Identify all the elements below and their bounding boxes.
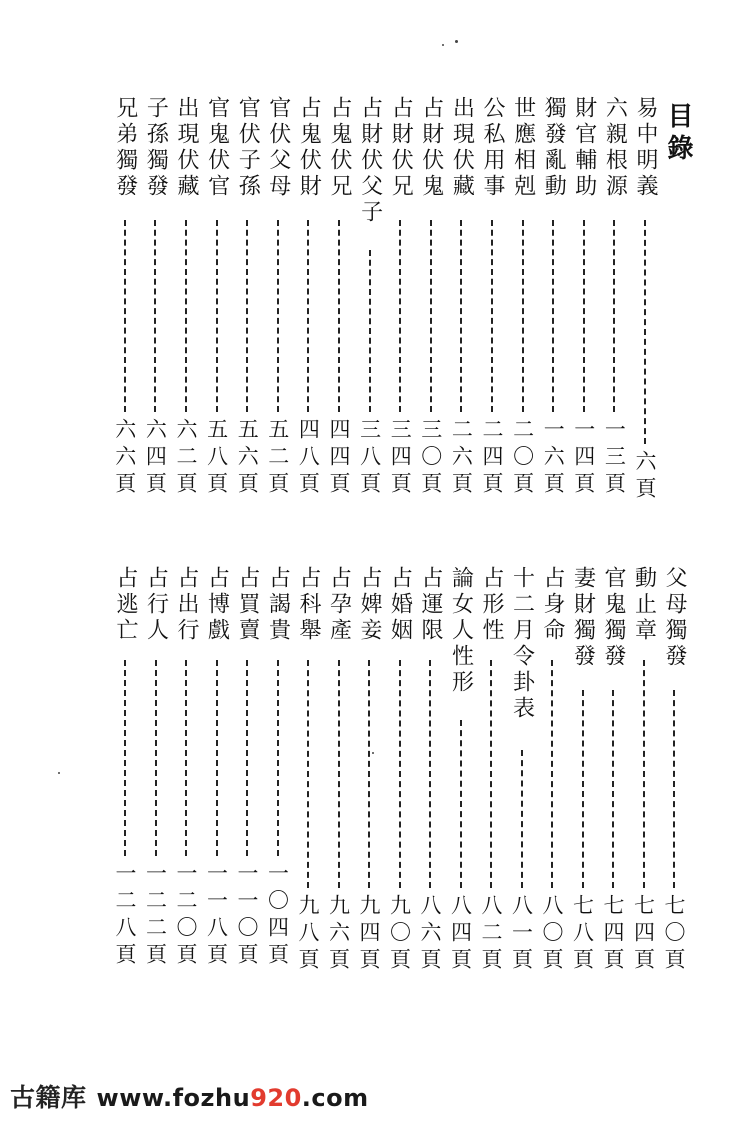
toc-entry-title: 占逃亡 — [113, 566, 138, 644]
toc-entry-leader — [155, 660, 157, 856]
toc-entry-page: 一二八頁 — [113, 862, 137, 970]
watermark-domain-suffix: .com — [301, 1084, 369, 1112]
toc-entry-leader — [185, 660, 187, 856]
toc-entry-page: 一六頁 — [541, 418, 566, 499]
toc-entry — [204, 566, 230, 990]
scan-speck — [442, 44, 444, 46]
toc-entry-page: 一〇四頁 — [265, 862, 290, 970]
toc-entry-page: 六頁 — [633, 450, 657, 504]
toc-entry-page: 六二頁 — [174, 418, 198, 499]
toc-entry-title: 官鬼獨發 — [601, 566, 626, 670]
site-watermark — [10, 1078, 369, 1114]
toc-entry-title: 官伏子孫 — [235, 96, 261, 200]
toc-entry-page: 一一〇頁 — [235, 862, 259, 970]
toc-entry-page: 三〇頁 — [418, 418, 443, 499]
toc-entry-title: 易中明義 — [633, 96, 658, 200]
toc-entry-title: 占孕產 — [326, 566, 352, 644]
toc-entry-title: 占鬼伏財 — [296, 96, 322, 200]
toc-entry-page: 五六頁 — [235, 418, 260, 499]
toc-entry — [112, 566, 138, 990]
toc-entry-title: 父母獨發 — [662, 566, 687, 670]
toc-entry — [448, 96, 474, 514]
toc-entry-leader — [551, 660, 553, 888]
toc-entry — [295, 566, 321, 990]
toc-entry — [600, 566, 626, 990]
toc-entry-page: 六四頁 — [143, 418, 168, 499]
toc-entry-leader — [490, 660, 492, 888]
toc-entry — [417, 566, 443, 990]
toc-entry-title: 占出行 — [174, 566, 199, 644]
toc-entry-page: 九八頁 — [296, 894, 320, 975]
toc-entry-page: 一四頁 — [571, 418, 596, 499]
toc-entry-title: 占謁貴 — [265, 566, 291, 644]
toc-entry-title: 出現伏藏 — [449, 96, 475, 200]
toc-entry — [265, 96, 291, 514]
toc-entry-title: 占科舉 — [296, 566, 321, 644]
scan-speck — [58, 772, 60, 774]
toc-entry-page: 九〇頁 — [387, 894, 412, 975]
toc-entry-page: 八六頁 — [418, 894, 442, 975]
toc-entry-title: 占財伏兄 — [388, 96, 414, 200]
toc-entry — [661, 566, 687, 990]
toc-entry-leader — [552, 220, 554, 412]
toc-entry-leader — [216, 220, 218, 412]
toc-entry-leader — [124, 220, 126, 412]
toc-entry-page: 一三頁 — [602, 418, 627, 499]
toc-entry — [173, 566, 199, 990]
toc-entry-title: 占行人 — [143, 566, 169, 644]
toc-entry-leader — [460, 720, 462, 888]
toc-heading: 目錄 — [663, 102, 693, 166]
toc-entry-leader — [338, 660, 340, 888]
toc-entry-page: 九四頁 — [357, 894, 381, 975]
toc-entry-page: 八一頁 — [509, 894, 534, 975]
toc-entry-page: 四八頁 — [296, 418, 321, 499]
toc-entry-leader — [216, 660, 218, 856]
toc-entry-title: 公私用事 — [480, 96, 505, 200]
toc-entry-title: 占博戲 — [204, 566, 230, 644]
toc-entry-leader — [399, 220, 401, 412]
toc-entry-title: 占身命 — [540, 566, 565, 644]
toc-entry-title: 出現伏藏 — [174, 96, 199, 200]
toc-entry-title: 世應相剋 — [510, 96, 536, 200]
toc-entry — [112, 96, 138, 514]
toc-entry-leader — [583, 220, 585, 412]
toc-entry-title: 占婚姻 — [387, 566, 413, 644]
toc-entry-title: 論女人性形 — [448, 566, 474, 696]
toc-entry — [570, 566, 596, 990]
toc-entry-leader — [522, 220, 524, 412]
toc-entry-title: 十二月令卦表 — [509, 566, 535, 722]
toc-entry — [418, 96, 444, 514]
toc-entry-leader — [368, 660, 370, 888]
toc-entry-title: 獨發亂動 — [541, 96, 567, 200]
toc-entry-leader — [429, 660, 431, 888]
watermark-domain-number: 920 — [250, 1084, 302, 1112]
toc-entry-leader — [338, 220, 340, 412]
scan-speck — [372, 752, 374, 754]
toc-entry — [509, 566, 535, 990]
toc-entry-leader — [521, 750, 523, 888]
toc-entry-page: 三八頁 — [357, 418, 382, 499]
toc-entry — [173, 96, 199, 514]
toc-entry-page: 二〇頁 — [510, 418, 535, 499]
toc-entry-page: 一二〇頁 — [174, 862, 198, 970]
toc-entry-title: 子孫獨發 — [143, 96, 169, 200]
toc-entry-page: 六六頁 — [112, 418, 137, 499]
toc-entry — [448, 566, 474, 990]
toc-entry-page: 八二頁 — [479, 894, 503, 975]
toc-entry-title: 占婢妾 — [357, 566, 382, 644]
toc-entry-page: 三四頁 — [388, 418, 413, 499]
toc-entry-leader — [430, 220, 432, 412]
toc-entry — [631, 566, 657, 990]
toc-entry — [387, 96, 413, 514]
watermark-brand: 古籍库 — [10, 1083, 87, 1112]
toc-entry-leader — [185, 220, 187, 412]
toc-entry-page: 七四頁 — [601, 894, 625, 975]
toc-entry-leader — [154, 220, 156, 412]
toc-entry-title: 占運限 — [418, 566, 443, 644]
toc-entry-title: 兄弟獨發 — [112, 96, 138, 200]
toc-entry-leader — [277, 660, 279, 856]
toc-entry-leader — [612, 690, 614, 888]
toc-entry-leader — [613, 220, 615, 412]
toc-entry-page: 七〇頁 — [662, 894, 686, 975]
toc-entry — [571, 96, 597, 514]
toc-entry — [478, 566, 504, 990]
toc-entry-title: 六親根源 — [602, 96, 628, 200]
toc-entry-page: 二六頁 — [449, 418, 474, 499]
toc-entry-title: 財官輔助 — [571, 96, 597, 200]
toc-entry — [357, 96, 383, 514]
toc-entry — [540, 96, 566, 514]
toc-entry-leader — [369, 250, 371, 412]
toc-entry — [601, 96, 627, 514]
toc-entry-title: 占財伏父子 — [357, 96, 383, 226]
toc-entry-leader — [246, 660, 248, 856]
toc-entry-leader — [491, 220, 493, 412]
toc-entry-title: 動止章 — [631, 566, 657, 644]
toc-entry-leader — [124, 660, 126, 856]
toc-entry-title: 占鬼伏兄 — [327, 96, 352, 200]
toc-entry — [632, 96, 658, 514]
toc-entry — [387, 566, 413, 990]
toc-entry-leader — [460, 220, 462, 412]
toc-entry — [143, 566, 169, 990]
toc-entry-page: 七八頁 — [570, 894, 595, 975]
toc-entry-title: 占財伏鬼 — [418, 96, 444, 200]
toc-entry-title: 官伏父母 — [265, 96, 291, 200]
toc-entry-title: 妻財獨發 — [570, 566, 596, 670]
toc-entry — [326, 566, 352, 990]
toc-entry-page: 八四頁 — [448, 894, 473, 975]
toc-entry — [479, 96, 505, 514]
watermark-domain-prefix: www.fozhu — [96, 1084, 251, 1112]
toc-entry-page: 九六頁 — [326, 894, 351, 975]
toc-entry — [295, 96, 321, 514]
toc-entry-page: 七四頁 — [631, 894, 656, 975]
toc-entry-page: 八〇頁 — [540, 894, 564, 975]
toc-entry-page: 五二頁 — [265, 418, 290, 499]
toc-entry-page: 五八頁 — [204, 418, 229, 499]
toc-entry — [142, 96, 168, 514]
scan-speck — [455, 40, 458, 43]
toc-entry — [326, 96, 352, 514]
toc-entry — [204, 96, 230, 514]
toc-entry-title: 占形性 — [479, 566, 504, 644]
toc-entry-leader — [277, 220, 279, 412]
toc-entry-page: 一二二頁 — [143, 862, 168, 970]
toc-entry-page: 二四頁 — [480, 418, 504, 499]
toc-entry-page: 四四頁 — [327, 418, 351, 499]
toc-entry — [539, 566, 565, 990]
toc-entry — [265, 566, 291, 990]
toc-entry — [510, 96, 536, 514]
toc-entry — [234, 566, 260, 990]
toc-entry-title: 占買賣 — [235, 566, 260, 644]
toc-entry-leader — [307, 660, 309, 888]
toc-entry-leader — [643, 660, 645, 888]
toc-entry-leader — [307, 220, 309, 412]
toc-entry-page: 一一八頁 — [204, 862, 229, 970]
toc-entry-title: 官鬼伏官 — [204, 96, 230, 200]
toc-entry-leader — [582, 690, 584, 888]
toc-entry-leader — [399, 660, 401, 888]
toc-entry-leader — [673, 690, 675, 888]
toc-entry-leader — [644, 220, 646, 444]
toc-entry — [234, 96, 260, 514]
toc-entry — [356, 566, 382, 990]
toc-entry-leader — [246, 220, 248, 412]
